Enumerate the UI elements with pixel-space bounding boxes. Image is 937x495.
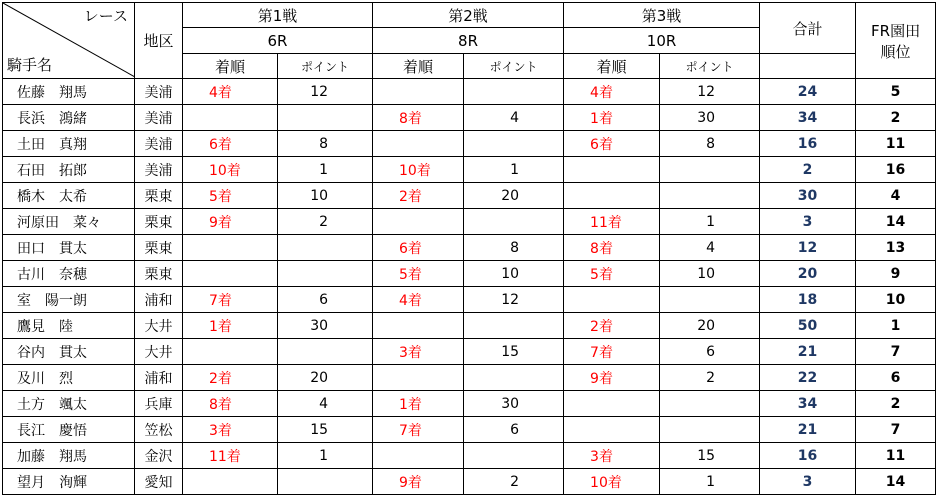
total-cell: 16	[760, 131, 856, 157]
standings-table	[2, 2, 936, 495]
race-1-rank-cell	[183, 261, 278, 287]
race-3-point-cell	[660, 157, 760, 183]
race-3-rank-cell: 4着	[564, 79, 660, 105]
race-2-rank-cell: 3着	[373, 339, 464, 365]
race-3-rank-cell	[564, 157, 660, 183]
race-2-point-cell: 2	[464, 469, 564, 495]
race-2-point-header: ポイント	[464, 54, 564, 79]
table-row	[3, 417, 936, 443]
race-2-rank-cell	[373, 209, 464, 235]
race-3-point-cell	[660, 417, 760, 443]
table-row	[3, 261, 936, 287]
area-header: 地区	[135, 3, 183, 79]
area-cell: 美浦	[135, 157, 183, 183]
jockey-name-cell: 河原田 菜々	[3, 209, 135, 235]
race-2-point-cell	[464, 443, 564, 469]
jockey-name-cell: 佐藤 翔馬	[3, 79, 135, 105]
race-3-rank-cell: 7着	[564, 339, 660, 365]
race-3-rank-cell: 8着	[564, 235, 660, 261]
jockey-name-cell: 室 陽一朗	[3, 287, 135, 313]
race-1-point-cell: 30	[278, 313, 373, 339]
race-2-rank-cell: 7着	[373, 417, 464, 443]
fr-rank-cell: 11	[856, 131, 936, 157]
race-3-rank-cell	[564, 391, 660, 417]
race-2-point-cell: 20	[464, 183, 564, 209]
race-1-point-cell: 1	[278, 443, 373, 469]
race-2-rank-cell: 9着	[373, 469, 464, 495]
race-3-title: 第3戦	[564, 3, 760, 28]
race-1-point-cell: 8	[278, 131, 373, 157]
race-1-point-cell	[278, 339, 373, 365]
race-2-rank-cell: 2着	[373, 183, 464, 209]
jockey-name-cell: 谷内 貫太	[3, 339, 135, 365]
race-3-point-cell: 30	[660, 105, 760, 131]
table-row	[3, 365, 936, 391]
race-2-point-cell	[464, 79, 564, 105]
race-2-point-cell: 4	[464, 105, 564, 131]
race-3-rank-header: 着順	[564, 54, 660, 79]
race-1-rank-cell: 11着	[183, 443, 278, 469]
jockey-name-cell: 長江 慶悟	[3, 417, 135, 443]
race-1-rank-cell: 6着	[183, 131, 278, 157]
area-cell: 栗東	[135, 183, 183, 209]
fr-rank-cell: 11	[856, 443, 936, 469]
race-1-point-cell	[278, 469, 373, 495]
fr-rank-cell: 10	[856, 287, 936, 313]
race-3-point-cell: 1	[660, 469, 760, 495]
fr-rank-cell: 16	[856, 157, 936, 183]
fr-rank-cell: 2	[856, 391, 936, 417]
fr-rank-cell: 14	[856, 469, 936, 495]
race-3-point-cell: 8	[660, 131, 760, 157]
race-3-rank-cell: 5着	[564, 261, 660, 287]
total-cell: 3	[760, 469, 856, 495]
fr-rank-cell: 2	[856, 105, 936, 131]
race-2-number: 8R	[373, 28, 564, 54]
race-1-point-cell: 15	[278, 417, 373, 443]
race-3-point-cell: 4	[660, 235, 760, 261]
total-cell: 3	[760, 209, 856, 235]
race-3-rank-cell: 2着	[564, 313, 660, 339]
race-3-point-cell	[660, 183, 760, 209]
race-2-point-cell: 15	[464, 339, 564, 365]
total-cell: 12	[760, 235, 856, 261]
total-cell: 21	[760, 339, 856, 365]
area-cell: 美浦	[135, 105, 183, 131]
jockey-name-cell: 古川 奈穂	[3, 261, 135, 287]
race-3-rank-cell: 11着	[564, 209, 660, 235]
race-2-rank-cell	[373, 79, 464, 105]
race-1-rank-cell: 1着	[183, 313, 278, 339]
race-2-point-cell	[464, 313, 564, 339]
race-1-point-cell	[278, 105, 373, 131]
race-2-title: 第2戦	[373, 3, 564, 28]
race-3-rank-cell	[564, 417, 660, 443]
race-2-point-cell	[464, 131, 564, 157]
race-2-point-cell: 6	[464, 417, 564, 443]
race-2-rank-cell	[373, 313, 464, 339]
fr-rank-header-line1: FR園田	[871, 21, 921, 40]
race-3-rank-cell: 1着	[564, 105, 660, 131]
total-cell: 50	[760, 313, 856, 339]
fr-rank-cell: 9	[856, 261, 936, 287]
area-cell: 兵庫	[135, 391, 183, 417]
total-cell: 2	[760, 157, 856, 183]
total-cell: 16	[760, 443, 856, 469]
race-1-rank-cell: 9着	[183, 209, 278, 235]
jockey-name-cell: 鷹見 陸	[3, 313, 135, 339]
race-2-rank-cell: 10着	[373, 157, 464, 183]
table-row	[3, 131, 936, 157]
fr-rank-cell: 7	[856, 339, 936, 365]
race-3-point-cell: 10	[660, 261, 760, 287]
total-cell: 34	[760, 391, 856, 417]
area-cell: 浦和	[135, 287, 183, 313]
race-2-rank-cell	[373, 443, 464, 469]
race-3-point-cell: 2	[660, 365, 760, 391]
table-row	[3, 209, 936, 235]
header-corner-cell	[3, 3, 135, 79]
race-3-rank-cell: 3着	[564, 443, 660, 469]
race-1-rank-cell	[183, 339, 278, 365]
table-row	[3, 183, 936, 209]
table-row	[3, 105, 936, 131]
race-2-point-cell	[464, 209, 564, 235]
area-cell: 愛知	[135, 469, 183, 495]
race-1-point-cell: 2	[278, 209, 373, 235]
area-cell: 金沢	[135, 443, 183, 469]
jockey-name-cell: 長浜 鴻緒	[3, 105, 135, 131]
table-row	[3, 313, 936, 339]
race-1-rank-cell: 8着	[183, 391, 278, 417]
race-3-point-header: ポイント	[660, 54, 760, 79]
jockey-header-label: 騎手名	[7, 56, 53, 74]
area-cell: 美浦	[135, 131, 183, 157]
race-2-rank-header: 着順	[373, 54, 464, 79]
jockey-name-cell: 望月 洵輝	[3, 469, 135, 495]
fr-rank-cell: 4	[856, 183, 936, 209]
race-3-point-cell: 1	[660, 209, 760, 235]
area-cell: 大井	[135, 313, 183, 339]
race-1-rank-header: 着順	[183, 54, 278, 79]
race-1-point-cell	[278, 261, 373, 287]
race-1-rank-cell: 3着	[183, 417, 278, 443]
race-2-rank-cell: 6着	[373, 235, 464, 261]
table-row	[3, 287, 936, 313]
race-1-rank-cell: 4着	[183, 79, 278, 105]
race-2-rank-cell	[373, 131, 464, 157]
fr-rank-cell: 6	[856, 365, 936, 391]
race-1-rank-cell: 2着	[183, 365, 278, 391]
race-1-rank-cell: 7着	[183, 287, 278, 313]
table-row	[3, 469, 936, 495]
table-row	[3, 79, 936, 105]
race-1-rank-cell	[183, 105, 278, 131]
race-1-rank-cell	[183, 469, 278, 495]
area-cell: 美浦	[135, 79, 183, 105]
area-cell: 栗東	[135, 235, 183, 261]
fr-rank-header-line2: 順位	[880, 42, 911, 61]
table-row	[3, 391, 936, 417]
race-2-rank-cell	[373, 365, 464, 391]
race-1-point-cell: 10	[278, 183, 373, 209]
race-3-rank-cell: 6着	[564, 131, 660, 157]
table-row	[3, 443, 936, 469]
race-3-point-cell: 6	[660, 339, 760, 365]
fr-rank-cell: 14	[856, 209, 936, 235]
race-3-number: 10R	[564, 28, 760, 54]
race-2-rank-cell: 4着	[373, 287, 464, 313]
jockey-name-cell: 土方 颯太	[3, 391, 135, 417]
race-1-point-cell: 12	[278, 79, 373, 105]
race-3-rank-cell	[564, 183, 660, 209]
race-2-rank-cell: 1着	[373, 391, 464, 417]
race-1-rank-cell: 5着	[183, 183, 278, 209]
table-row	[3, 235, 936, 261]
jockey-name-cell: 及川 烈	[3, 365, 135, 391]
race-3-point-cell	[660, 287, 760, 313]
total-cell: 20	[760, 261, 856, 287]
jockey-name-cell: 土田 真翔	[3, 131, 135, 157]
race-3-rank-cell: 10着	[564, 469, 660, 495]
table-row	[3, 157, 936, 183]
total-cell: 30	[760, 183, 856, 209]
race-header-label: レース	[83, 7, 128, 25]
race-1-point-cell: 20	[278, 365, 373, 391]
race-3-point-cell: 20	[660, 313, 760, 339]
race-1-rank-cell: 10着	[183, 157, 278, 183]
jockey-name-cell: 加藤 翔馬	[3, 443, 135, 469]
race-2-point-cell: 1	[464, 157, 564, 183]
fr-rank-cell: 1	[856, 313, 936, 339]
total-cell: 21	[760, 417, 856, 443]
fr-rank-cell: 5	[856, 79, 936, 105]
area-cell: 栗東	[135, 261, 183, 287]
race-1-title: 第1戦	[183, 3, 373, 28]
fr-rank-cell: 13	[856, 235, 936, 261]
fr-rank-header	[856, 3, 936, 79]
race-2-rank-cell: 5着	[373, 261, 464, 287]
fr-rank-cell: 7	[856, 417, 936, 443]
jockey-name-cell: 橋木 太希	[3, 183, 135, 209]
race-1-point-cell	[278, 235, 373, 261]
race-3-point-cell: 12	[660, 79, 760, 105]
total-cell: 24	[760, 79, 856, 105]
race-2-rank-cell: 8着	[373, 105, 464, 131]
race-2-point-cell	[464, 365, 564, 391]
total-header: 合計	[760, 3, 856, 54]
area-cell: 栗東	[135, 209, 183, 235]
total-cell: 22	[760, 365, 856, 391]
total-cell: 34	[760, 105, 856, 131]
race-1-point-cell: 1	[278, 157, 373, 183]
table-row	[3, 339, 936, 365]
race-2-point-cell: 8	[464, 235, 564, 261]
area-cell: 大井	[135, 339, 183, 365]
area-cell: 笠松	[135, 417, 183, 443]
jockey-name-cell: 石田 拓郎	[3, 157, 135, 183]
jockey-name-cell: 田口 貫太	[3, 235, 135, 261]
area-cell: 浦和	[135, 365, 183, 391]
total-cell: 18	[760, 287, 856, 313]
race-3-point-cell	[660, 391, 760, 417]
race-2-point-cell: 12	[464, 287, 564, 313]
race-1-rank-cell	[183, 235, 278, 261]
race-1-point-cell: 6	[278, 287, 373, 313]
total-subheader-blank	[760, 54, 856, 79]
race-1-point-header: ポイント	[278, 54, 373, 79]
race-2-point-cell: 10	[464, 261, 564, 287]
race-2-point-cell: 30	[464, 391, 564, 417]
race-3-rank-cell	[564, 287, 660, 313]
race-3-rank-cell: 9着	[564, 365, 660, 391]
race-1-number: 6R	[183, 28, 373, 54]
race-1-point-cell: 4	[278, 391, 373, 417]
race-3-point-cell: 15	[660, 443, 760, 469]
